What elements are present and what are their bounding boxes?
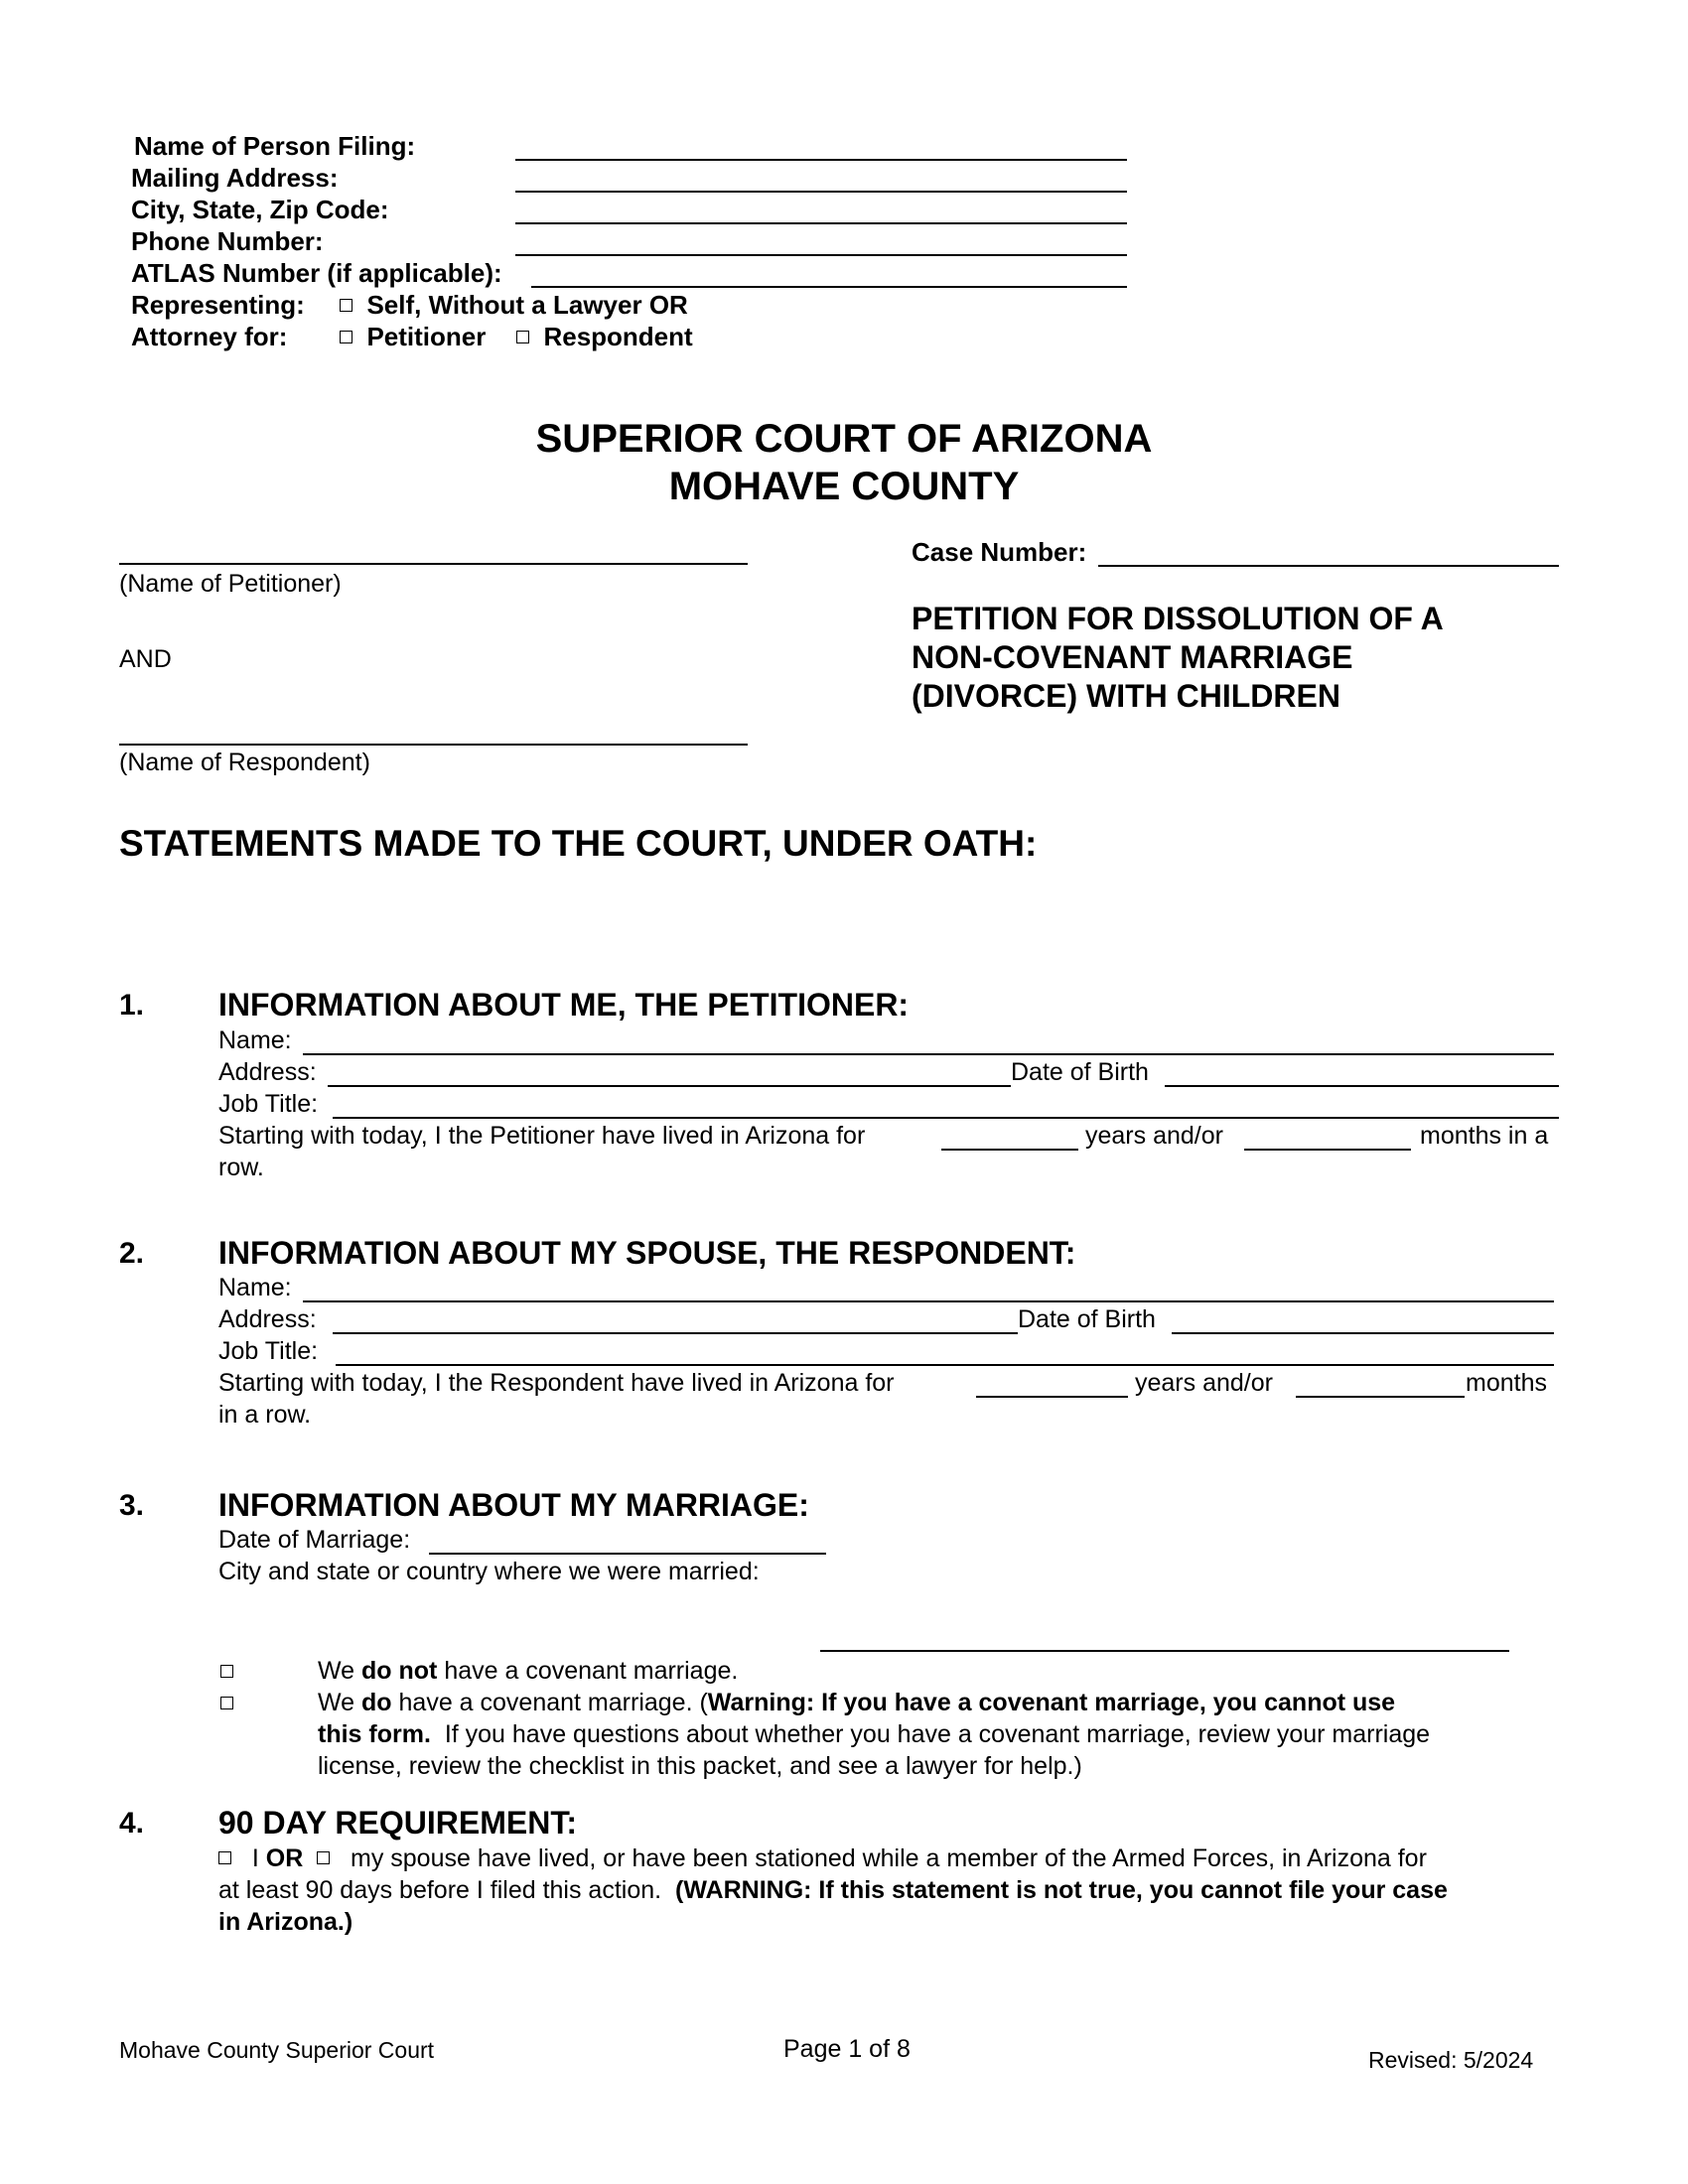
section2-name-label: Name: (218, 1274, 292, 1301)
petitioner-name-line[interactable] (119, 563, 748, 565)
attorney-for-label: Attorney for: (131, 322, 288, 351)
section1-name-line[interactable] (303, 1053, 1554, 1055)
section2-address-label: Address: (218, 1305, 317, 1333)
revised-date: Revised: 5/2024 (1368, 2047, 1534, 2073)
section1-job-title-label: Job Title: (218, 1090, 319, 1118)
section1-address-line[interactable] (328, 1085, 1011, 1087)
footer-court-name: Mohave County Superior Court (119, 2037, 435, 2063)
section4-line2-text: at least 90 days before I filed this action. (218, 1876, 662, 1904)
section2-number: 2. (119, 1237, 145, 1270)
section2-address-line[interactable] (333, 1332, 1018, 1334)
marriage-place-label: City and state or country where we were married: (218, 1558, 760, 1585)
mailing-address-label: Mailing Address: (131, 163, 339, 193)
case-number-label: Case Number: (912, 537, 1087, 567)
no-covenant-checkbox-wrap[interactable] (220, 1665, 233, 1683)
mailing-address-line[interactable] (515, 191, 1127, 193)
no-covenant-text-a: We (318, 1657, 355, 1685)
section2-years-line[interactable] (976, 1396, 1128, 1398)
representing-self-option[interactable] (340, 289, 688, 321)
case-title-line3: (DIVORCE) WITH CHILDREN (912, 678, 1340, 714)
section1-row-label: row. (218, 1154, 264, 1181)
covenant-this-form: this form. (318, 1720, 431, 1748)
attorney-for-respondent-option[interactable] (516, 321, 693, 352)
section1-address-label: Address: (218, 1058, 317, 1086)
covenant-text-c: have a covenant marriage. ( (398, 1689, 708, 1716)
attorney-petitioner-label: Petitioner (366, 322, 487, 351)
marriage-place-line[interactable] (820, 1650, 1509, 1652)
date-of-marriage-label: Date of Marriage: (218, 1526, 411, 1554)
phone-number-label: Phone Number: (131, 226, 324, 256)
section1-name-label: Name: (218, 1026, 292, 1054)
name-of-person-filing-line[interactable] (515, 159, 1127, 161)
section2-dob-line[interactable] (1172, 1332, 1554, 1334)
checkbox-self-lived[interactable] (218, 1851, 231, 1864)
section2-months-line[interactable] (1296, 1396, 1465, 1398)
section2-job-title-label: Job Title: (218, 1337, 319, 1365)
representing-label: Representing: (131, 290, 305, 320)
section1-title: INFORMATION ABOUT ME, THE PETITIONER: (218, 987, 910, 1023)
court-title-line1: SUPERIOR COURT OF ARIZONA (535, 417, 1153, 461)
section2-title: INFORMATION ABOUT MY SPOUSE, THE RESPONDENT: (218, 1235, 1076, 1271)
section2-lived-text: Starting with today, I the Respondent have lived in Arizona for (218, 1369, 895, 1397)
phone-number-line[interactable] (515, 254, 1127, 256)
no-covenant-text-bold: do not (361, 1657, 438, 1685)
section2-row-label: in a row. (218, 1401, 312, 1429)
covenant-text-line1 (318, 1687, 1395, 1718)
covenant-checkbox-wrap[interactable] (220, 1697, 233, 1714)
attorney-for-petitioner-option[interactable] (340, 321, 486, 352)
section1-months-line[interactable] (1244, 1149, 1411, 1151)
checkbox-petitioner[interactable] (340, 331, 352, 343)
and-label: AND (119, 645, 172, 673)
section1-years-line[interactable] (941, 1149, 1078, 1151)
section1-job-title-line[interactable] (333, 1117, 1559, 1119)
atlas-number-line[interactable] (531, 286, 1127, 288)
date-of-marriage-line[interactable] (429, 1553, 826, 1555)
case-title-line1: PETITION FOR DISSOLUTION OF A (912, 601, 1444, 636)
checkbox-spouse-lived[interactable] (317, 1851, 330, 1864)
section1-years-label: years and/or (1085, 1122, 1223, 1150)
page-number: Page 1 of 8 (783, 2035, 911, 2063)
attorney-respondent-label: Respondent (543, 322, 693, 351)
section4-number: 4. (119, 1807, 145, 1840)
checkbox-no-covenant[interactable] (220, 1665, 233, 1678)
section4-warning-end: in Arizona.) (218, 1908, 353, 1936)
section4-i: I (251, 1844, 259, 1872)
section1-number: 1. (119, 989, 145, 1022)
covenant-text-a: We (318, 1689, 355, 1716)
section4-line2 (218, 1874, 1448, 1906)
section4-title: 90 DAY REQUIREMENT: (218, 1805, 577, 1841)
name-of-person-filing-label: Name of Person Filing: (134, 131, 416, 161)
atlas-number-label: ATLAS Number (if applicable): (131, 258, 502, 288)
representing-self-label: Self, Without a Lawyer OR (366, 290, 688, 320)
covenant-line2-text: If you have questions about whether you have a covenant marriage, review your marriage (444, 1720, 1431, 1748)
section4-warning: (WARNING: If this statement is not true, you cannot file your case (675, 1876, 1448, 1904)
respondent-name-line[interactable] (119, 744, 748, 746)
section2-years-label: years and/or (1135, 1369, 1273, 1397)
court-title-line2: MOHAVE COUNTY (668, 465, 1020, 508)
statements-heading: STATEMENTS MADE TO THE COURT, UNDER OATH: (119, 823, 1038, 864)
checkbox-respondent[interactable] (516, 331, 529, 343)
case-number-line[interactable] (1098, 565, 1559, 567)
city-state-zip-line[interactable] (515, 222, 1127, 224)
city-state-zip-label: City, State, Zip Code: (131, 195, 389, 224)
no-covenant-text (318, 1655, 738, 1687)
section2-job-title-line[interactable] (336, 1364, 1554, 1366)
case-title-line2: NON-COVENANT MARRIAGE (912, 639, 1353, 675)
section1-dob-line[interactable] (1165, 1085, 1559, 1087)
covenant-text-line2 (318, 1718, 1430, 1750)
section4-or: OR (265, 1844, 304, 1872)
covenant-text-bold: do (361, 1689, 392, 1716)
checkbox-self[interactable] (340, 299, 352, 312)
petitioner-name-label: (Name of Petitioner) (119, 570, 342, 598)
section1-dob-label: Date of Birth (1011, 1058, 1149, 1086)
section3-title: INFORMATION ABOUT MY MARRIAGE: (218, 1487, 809, 1523)
section2-name-line[interactable] (303, 1300, 1554, 1302)
no-covenant-text-c: have a covenant marriage. (444, 1657, 739, 1685)
section2-months-label: months (1466, 1369, 1547, 1397)
section3-number: 3. (119, 1489, 145, 1522)
covenant-text-line3: license, review the checklist in this packet, and see a lawyer for help.) (318, 1752, 1082, 1780)
section2-dob-label: Date of Birth (1018, 1305, 1156, 1333)
checkbox-covenant[interactable] (220, 1697, 233, 1709)
respondent-name-label: (Name of Respondent) (119, 749, 370, 776)
section4-line1 (218, 1843, 1427, 1874)
section4-spouse-text: my spouse have lived, or have been stationed while a member of the Armed Forces, in Arizona for (351, 1844, 1427, 1872)
section1-months-label: months in a (1420, 1122, 1549, 1150)
covenant-warning: Warning: If you have a covenant marriage, you cannot use (707, 1689, 1396, 1716)
section1-lived-text: Starting with today, I the Petitioner have lived in Arizona for (218, 1122, 866, 1150)
